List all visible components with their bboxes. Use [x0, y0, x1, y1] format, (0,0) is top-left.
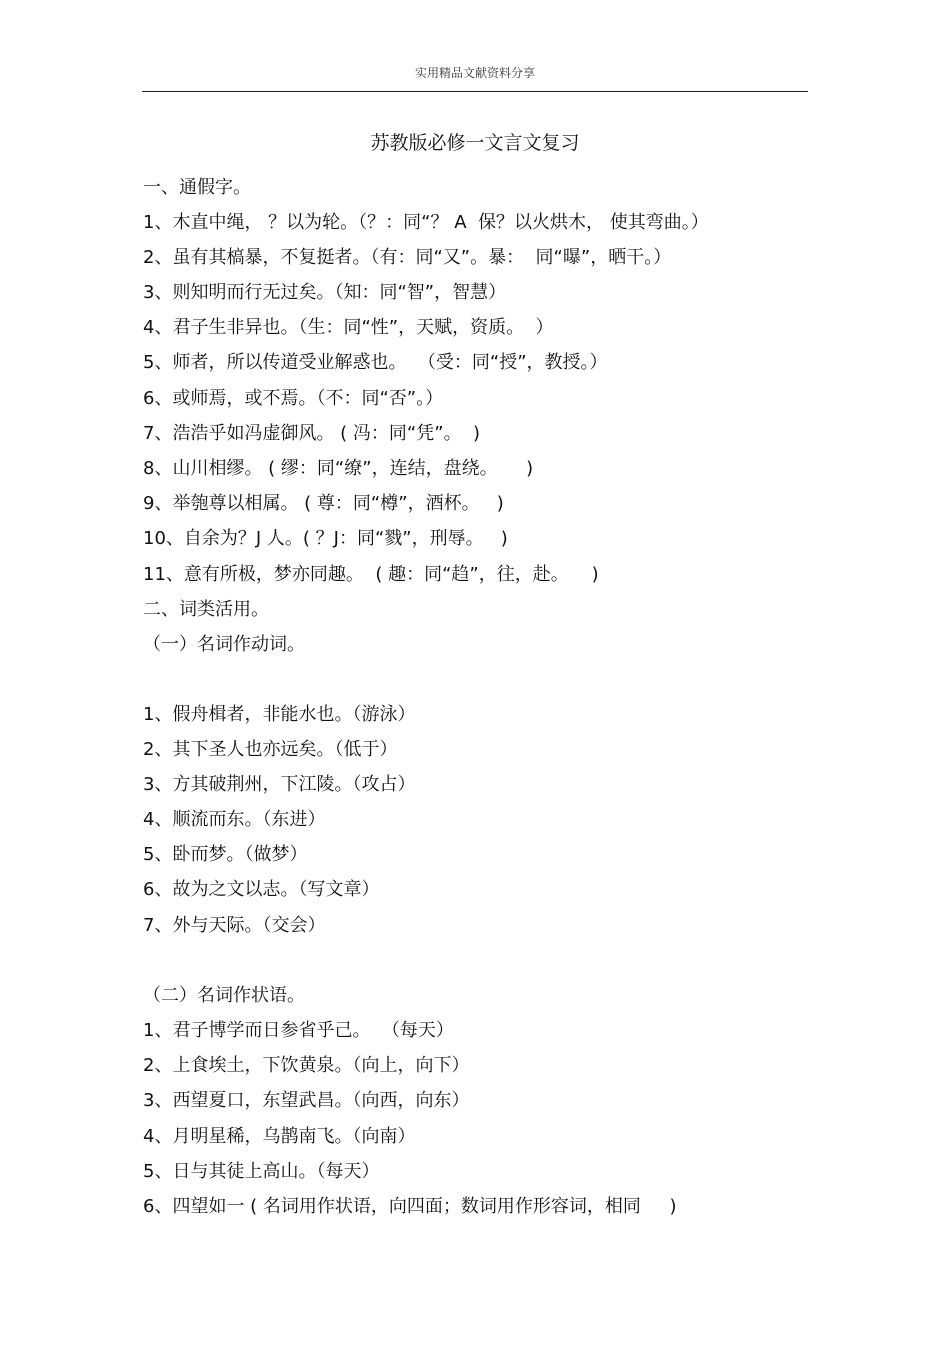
list-item: 2、其下圣人也亦远矣。（低于）	[143, 739, 398, 760]
list-item: 1、木直中绳， ？以为轮。（？：同“？ A 保？以火烘木， 使其弯曲。）	[143, 212, 709, 233]
list-item: 9、举匏尊以相属。 ( 尊：同“樽”，酒杯。 )	[143, 493, 504, 514]
list-item: 1、假舟楫者，非能水也。（游泳）	[143, 704, 416, 725]
list-item: 1、君子博学而日参省乎己。 （每天）	[143, 1020, 454, 1041]
subsection-heading: （一）名词作动词。	[143, 634, 305, 655]
list-item: 2、上食埃土，下饮黄泉。（向上，向下）	[143, 1055, 470, 1076]
list-item: 7、外与天际。（交会）	[143, 915, 326, 936]
list-item: 3、西望夏口，东望武昌。（向西，向东）	[143, 1090, 470, 1111]
list-item: 6、故为之文以志。（写文章）	[143, 879, 380, 900]
list-item: 5、师者，所以传道受业解惑也。 （受：同“授”，教授。）	[143, 352, 608, 373]
list-item: 11、意有所极，梦亦同趣。 ( 趣：同“趋”，往，赴。 )	[143, 564, 599, 585]
list-item: 4、月明星稀，乌鹊南飞。（向南）	[143, 1126, 416, 1147]
subsection-heading: （二）名词作状语。	[143, 985, 305, 1006]
list-item: 5、卧而梦。（做梦）	[143, 844, 308, 865]
list-item: 6、或师焉，或不焉。（不：同“否”。）	[143, 388, 444, 409]
list-item: 4、君子生非异也。（生：同“性”，天赋，资质。 ）	[143, 317, 554, 338]
list-item: 6、四望如一 ( 名词用作状语，向四面；数词用作形容词，相同 )	[143, 1196, 677, 1217]
list-item: 8、山川相缪。 ( 缪：同“缭”，连结，盘绕。 )	[143, 458, 534, 479]
list-item: 3、方其破荆州，下江陵。（攻占）	[143, 774, 416, 795]
list-item: 5、日与其徒上高山。（每天）	[143, 1161, 380, 1182]
page-header: 实用精品文献资料分享	[414, 66, 535, 80]
list-item: 2、虽有其槁暴，不复挺者。（有：同“又”。暴： 同“曝”，晒干。）	[143, 247, 672, 268]
section-heading: 一、通假字。	[143, 177, 251, 198]
list-item: 4、顺流而东。（东进）	[143, 809, 326, 830]
list-item: 7、浩浩乎如冯虚御风。 ( 冯：同“凭”。 )	[143, 423, 481, 444]
section-heading: 二、词类活用。	[143, 599, 269, 620]
header-divider	[142, 91, 808, 92]
list-item: 3、则知明而行无过矣。（知：同“智”，智慧）	[143, 282, 507, 303]
list-item: 10、自余为？J 人。( ？J：同“戮”，刑辱。 )	[143, 528, 508, 549]
document-title: 苏教版必修一文言文复习	[370, 132, 580, 154]
